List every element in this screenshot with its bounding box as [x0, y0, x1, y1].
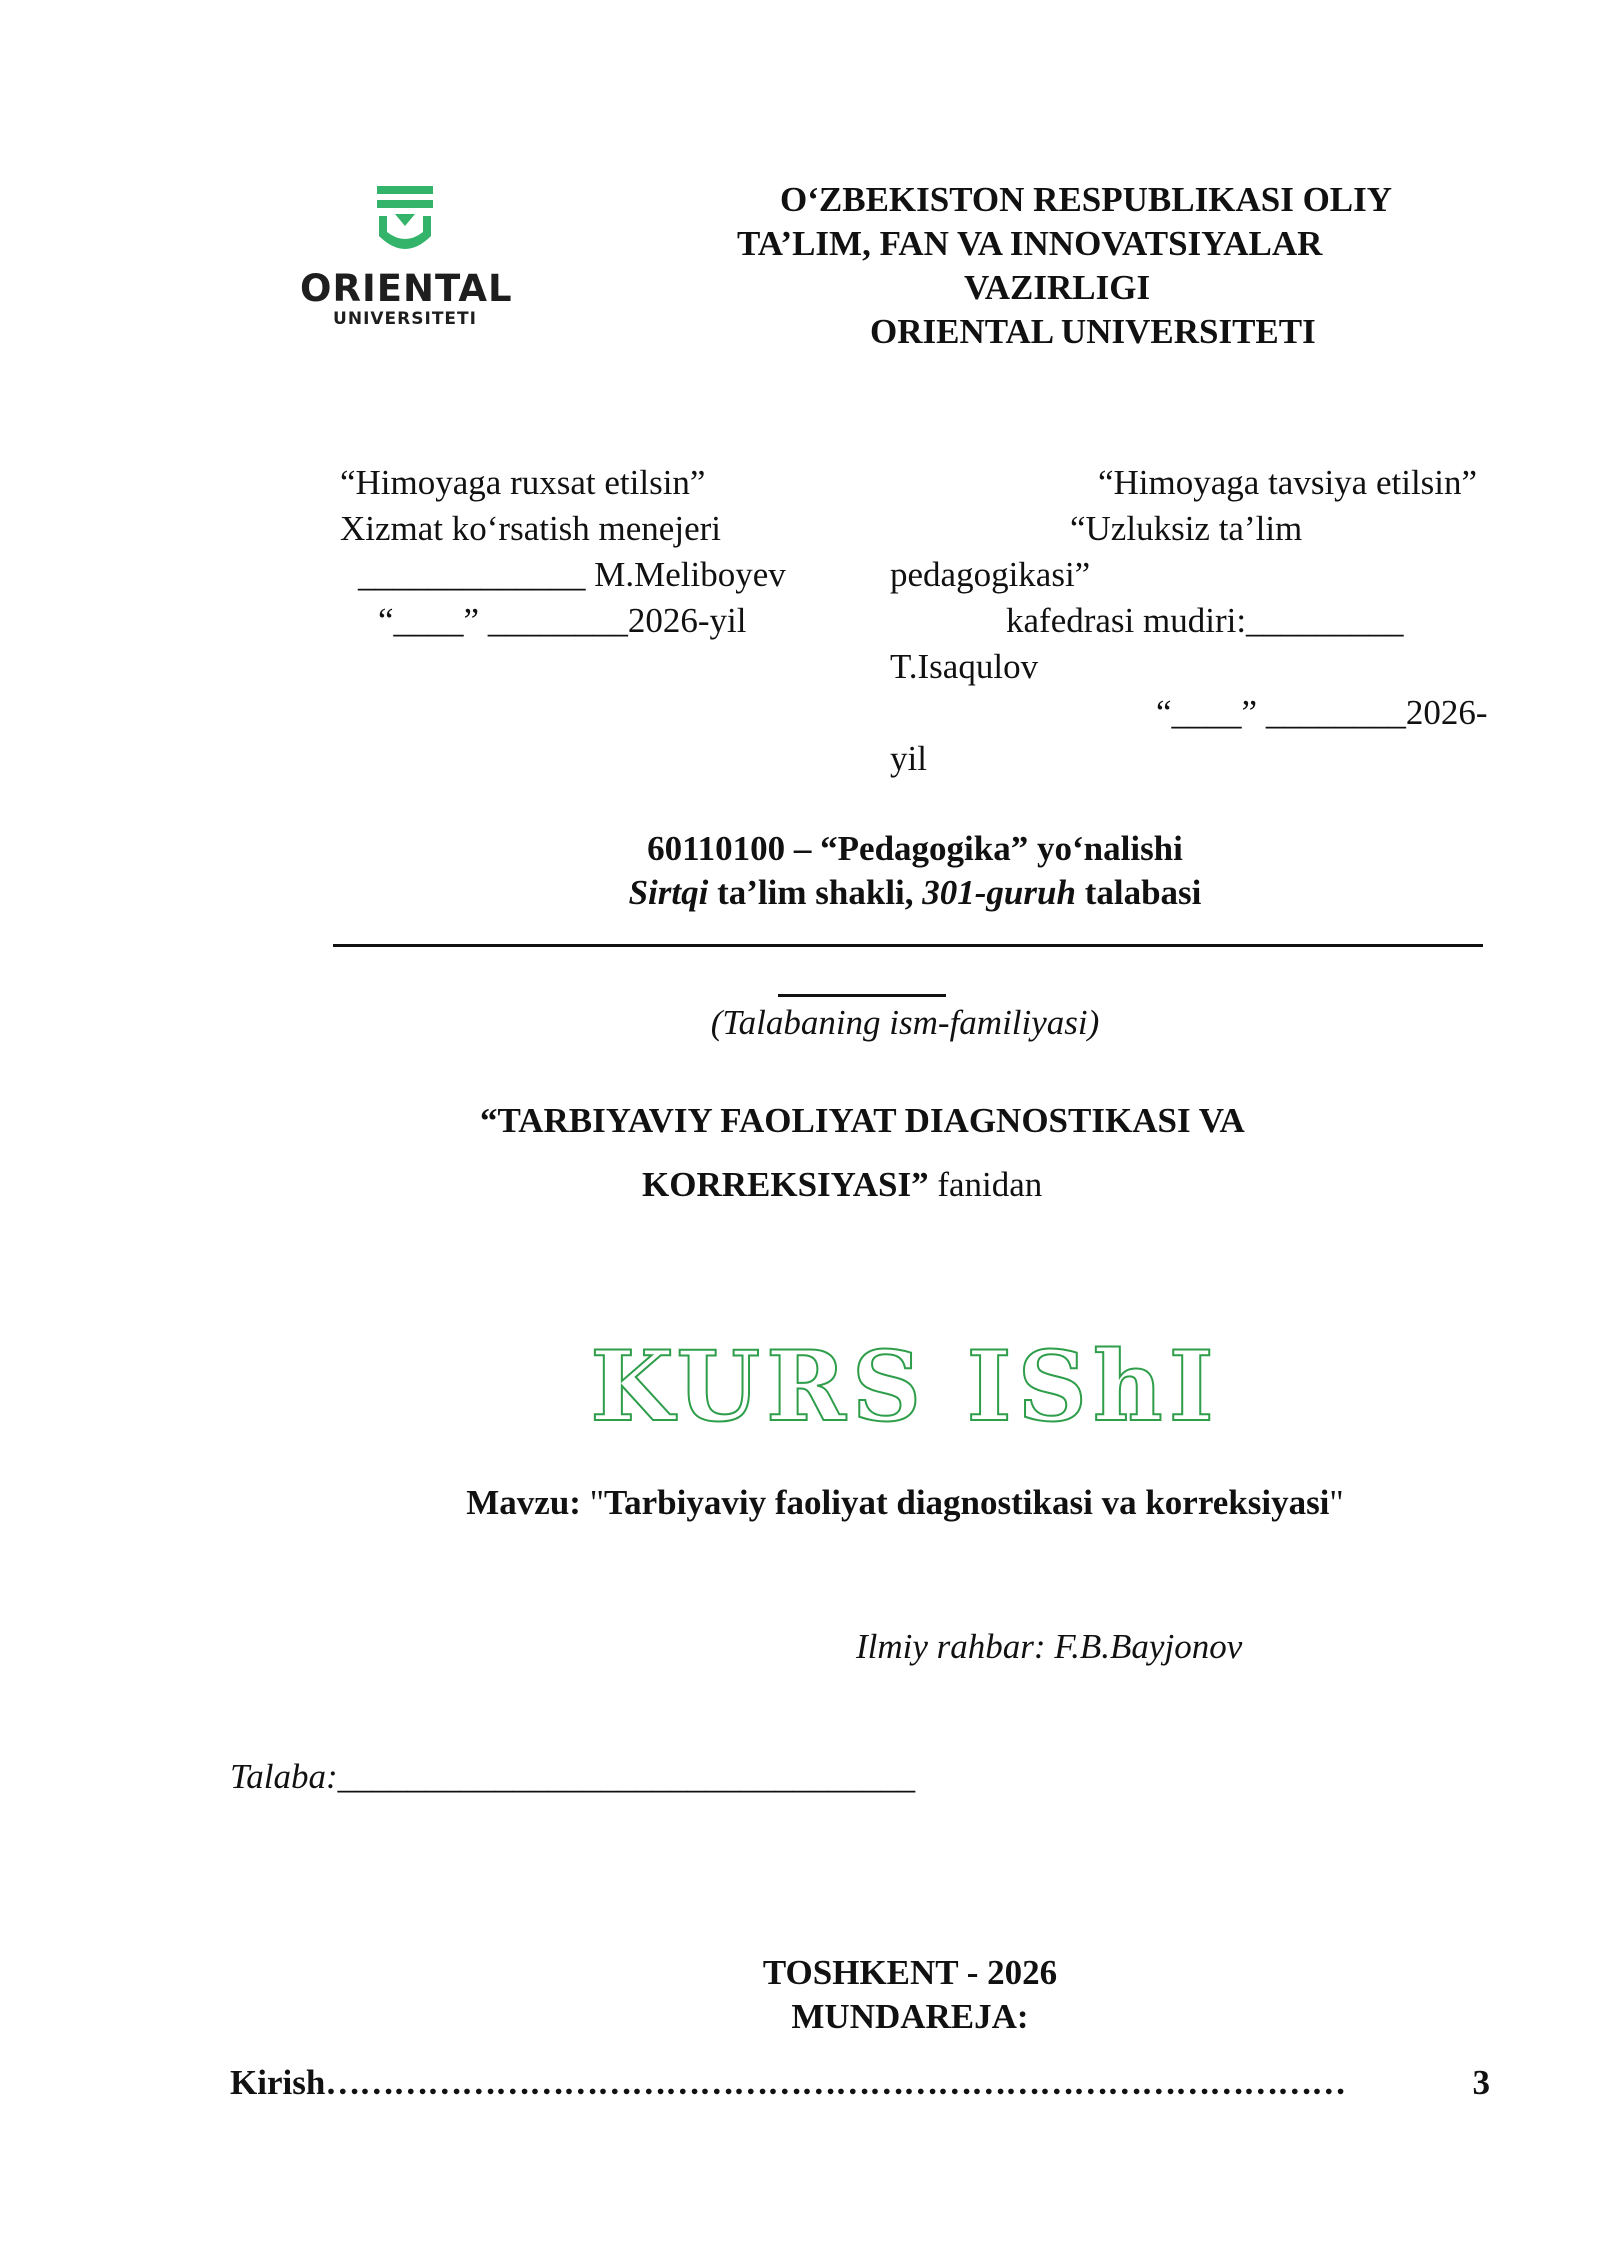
- right-approval-line-1: “Himoyaga tavsiya etilsin”: [1098, 463, 1478, 502]
- supervisor: Ilmiy rahbar: F.B.Bayjonov: [856, 1627, 1243, 1666]
- contents-item-page: 3: [1472, 2063, 1490, 2102]
- contents-item: [230, 2060, 1490, 2106]
- study-form-line: [0, 870, 1600, 916]
- contents-heading: MUNDAREJA:: [791, 1997, 1029, 2036]
- topic-label: Mavzu:: [466, 1483, 590, 1522]
- right-approval-line-6: “____” ________2026-: [1156, 693, 1488, 732]
- left-approval-line-1: “Himoyaga ruxsat etilsin”: [340, 463, 706, 502]
- study-form: Sirtqi: [628, 873, 709, 912]
- group-number: 301-guruh: [922, 873, 1076, 912]
- student-name-underline-short: [778, 994, 946, 997]
- right-approval-line-3: pedagogikasi”: [890, 555, 1091, 594]
- topic-value: Tarbiyaviy faoliyat diagnostikasi va korreksiyasi: [604, 1483, 1330, 1522]
- university-logo: [300, 182, 513, 330]
- right-approval-line-5: T.Isaqulov: [890, 647, 1039, 686]
- logo-name: ORIENTAL: [300, 267, 513, 310]
- student-name-caption: (Talabaning ism-familiyasi): [710, 1003, 1100, 1042]
- contents-item-label: Kirish: [230, 2063, 326, 2102]
- header-line-4: ORIENTAL UNIVERSITETI: [870, 312, 1316, 351]
- subject-line-1: “TARBIYAVIY FAOLIYAT DIAGNOSTIKASI VA: [480, 1101, 1245, 1140]
- student-line: Talaba:_________________________________: [230, 1757, 916, 1796]
- contents-item-dots: ………………………………………………………………………………: [325, 2063, 1346, 2102]
- subject-name-end: KORREKSIYASI”: [642, 1165, 929, 1204]
- right-approval-line-2: “Uzluksiz ta’lim: [1070, 509, 1303, 548]
- document-title: KURS IShI: [590, 1330, 1220, 1443]
- oriental-emblem-icon: [373, 182, 437, 260]
- study-form-rest: ta’lim shakli,: [708, 873, 923, 912]
- left-approval-line-4: “____” ________2026-yil: [378, 601, 747, 640]
- right-approval-line-4: kafedrasi mudiri:_________: [1006, 601, 1404, 640]
- header-line-1: O‘ZBEKISTON RESPUBLIKASI OLIY: [780, 180, 1393, 219]
- subject-line-2: [642, 1162, 1042, 1208]
- left-approval-line-3: _____________ M.Meliboyev: [358, 555, 786, 594]
- left-approval-line-2: Xizmat ko‘rsatish menejeri: [340, 509, 721, 548]
- student-name-underline: [333, 944, 1483, 947]
- topic-line: Mavzu: "Tarbiyaviy faoliyat diagnostikasi va korreksiyasi": [466, 1483, 1344, 1522]
- subject-suffix: fanidan: [928, 1165, 1043, 1204]
- logo-subtitle: UNIVERSITETI: [333, 309, 477, 329]
- header-line-3: VAZIRLIGI: [964, 268, 1151, 307]
- right-approval-line-7: yil: [890, 739, 927, 778]
- group-rest: talabasi: [1075, 873, 1202, 912]
- city-year: TOSHKENT - 2026: [762, 1953, 1058, 1992]
- header-line-2: TA’LIM, FAN VA INNOVATSIYALAR: [737, 224, 1323, 263]
- program-line: 60110100 – “Pedagogika” yo‘nalishi: [647, 829, 1183, 868]
